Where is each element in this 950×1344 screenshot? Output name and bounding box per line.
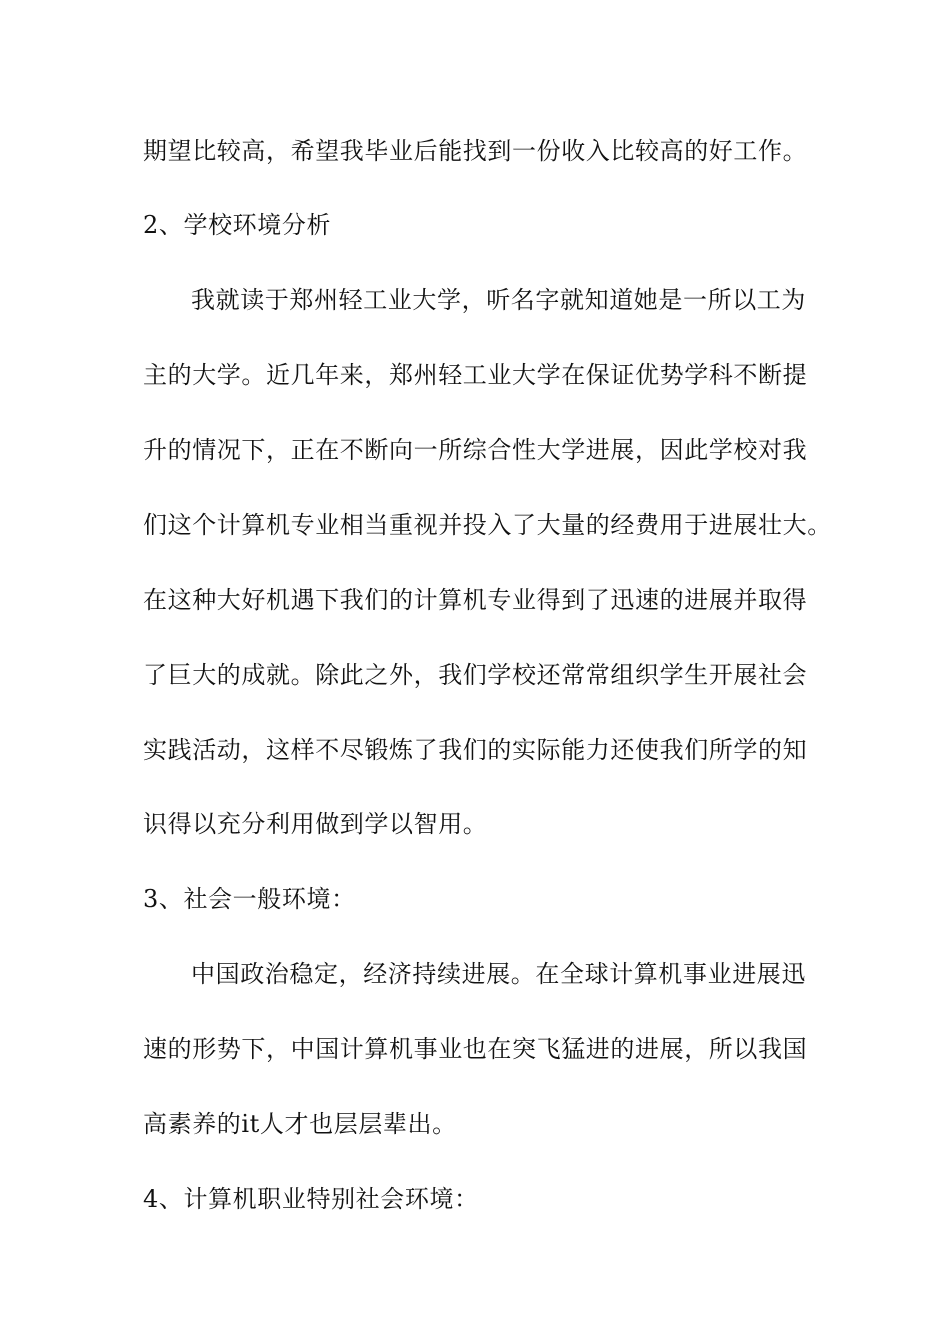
paragraph-line: 实践活动，这样不尽锻炼了我们的实际能力还使我们所学的知 xyxy=(143,736,808,764)
paragraph-line: 中国政治稳定，经济持续进展。在全球计算机事业进展迅 xyxy=(191,960,806,988)
section-heading: 3、社会一般环境： xyxy=(143,885,356,913)
paragraph-line: 速的形势下，中国计算机事业也在突飞猛进的进展，所以我国 xyxy=(143,1035,808,1063)
paragraph-line: 我就读于郑州轻工业大学，听名字就知道她是一所以工为 xyxy=(191,286,806,314)
section-heading: 2、学校环境分析 xyxy=(143,211,332,239)
paragraph-line: 主的大学。近几年来，郑州轻工业大学在保证优势学科不断提 xyxy=(143,361,808,389)
paragraph-line: 升的情况下，正在不断向一所综合性大学进展，因此学校对我 xyxy=(143,436,808,464)
paragraph-line: 高素养的it人才也层层辈出。 xyxy=(143,1110,457,1138)
paragraph-line: 期望比较高，希望我毕业后能找到一份收入比较高的好工作。 xyxy=(143,137,808,165)
paragraph-line: 识得以充分利用做到学以智用。 xyxy=(143,810,488,838)
section-heading: 4、计算机职业特别社会环境： xyxy=(143,1185,479,1213)
paragraph-line: 们这个计算机专业相当重视并投入了大量的经费用于进展壮大。 xyxy=(143,511,832,539)
paragraph-line: 了巨大的成就。除此之外，我们学校还常常组织学生开展社会 xyxy=(143,661,808,689)
paragraph-line: 在这种大好机遇下我们的计算机专业得到了迅速的进展并取得 xyxy=(143,586,808,614)
